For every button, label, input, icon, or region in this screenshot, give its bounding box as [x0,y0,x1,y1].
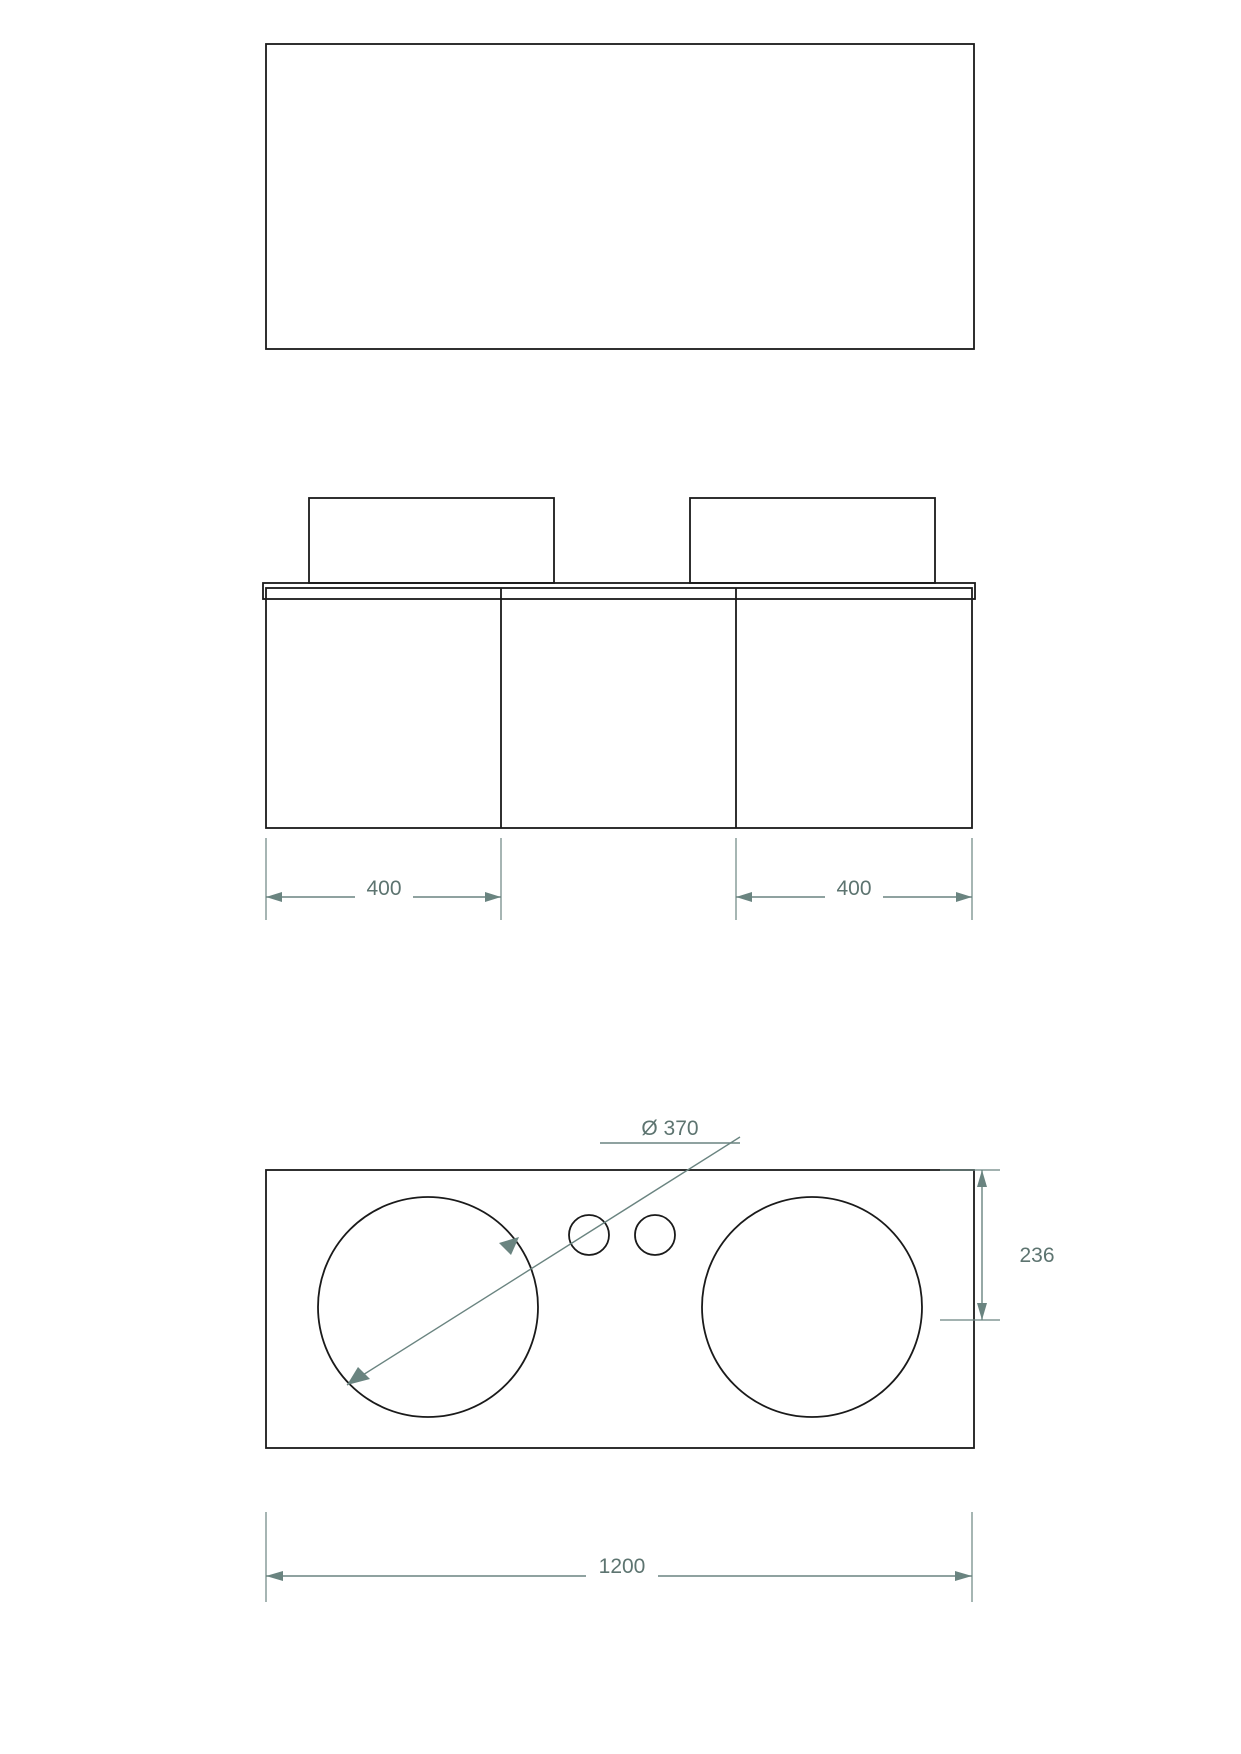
dimension-label-diameter: Ø 370 [641,1117,699,1140]
small-control-right [635,1215,675,1255]
front-elevation [263,498,975,828]
arrow-head [956,892,972,902]
arrow-head [977,1303,987,1320]
right-appliance-outline [690,498,935,583]
arrow-head [485,892,501,902]
large-burner-right [702,1197,922,1417]
dimension-left-400 [266,838,501,920]
arrow-head [736,892,752,902]
left-appliance-outline [309,498,554,583]
dimension-overall-1200 [266,1512,972,1602]
dimension-depth-236 [940,1170,1055,1320]
dimension-label-right-width: 400 [836,877,872,900]
worktop-slab [263,583,975,599]
dimension-label-left-width: 400 [366,877,402,900]
plan-view [266,1170,974,1448]
large-burner-left [318,1197,538,1417]
dimension-label-overall-width: 1200 [598,1555,646,1578]
arrow-head [977,1170,987,1187]
dimension-diameter-370 [347,1113,740,1385]
dimension-right-400 [736,838,972,920]
top-view [266,44,974,349]
small-control-left [569,1215,609,1255]
dimension-label-depth: 236 [1019,1244,1055,1267]
cabinet-body [266,588,972,828]
diameter-leader-line [347,1137,740,1385]
arrow-head [266,892,282,902]
top-view-outline [266,44,974,349]
arrow-head [347,1367,370,1385]
arrow-head [266,1571,283,1581]
arrow-head [955,1571,972,1581]
arrow-head [499,1237,519,1255]
